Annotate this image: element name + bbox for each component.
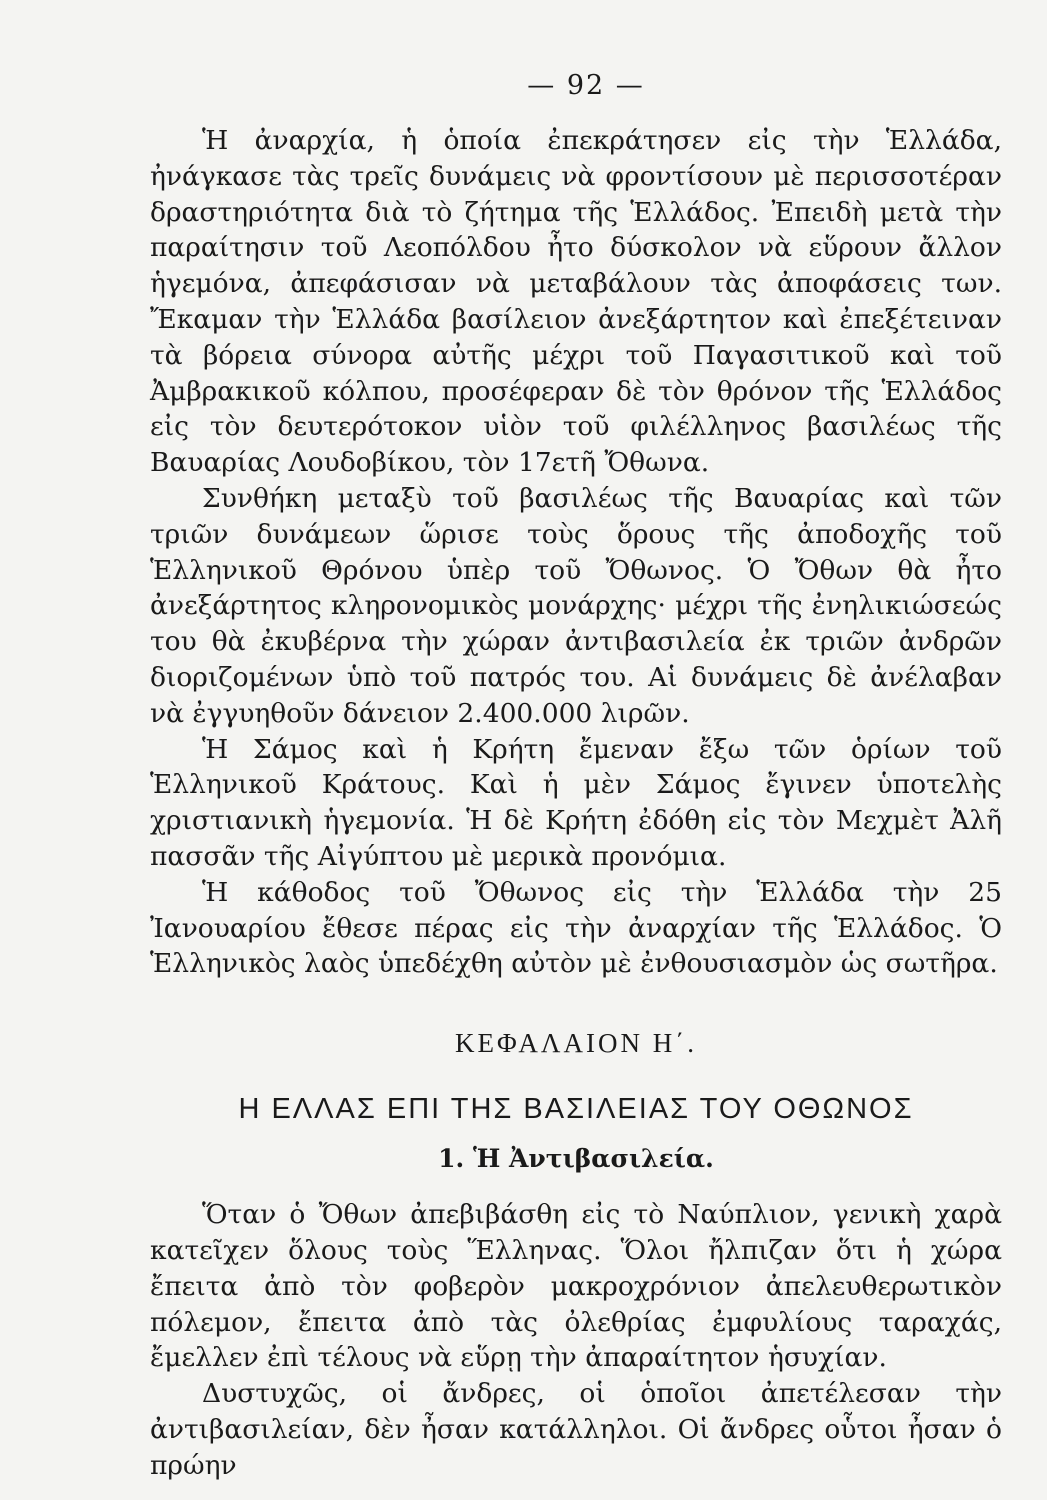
book-page xyxy=(150,70,1002,1481)
paragraph-regency-members: Δυστυχῶς, οἱ ἄνδρες, οἱ ὁποῖοι ἀπετέλεσαν τὴν ἀντιβασιλείαν, δὲν ἦσαν κατάλληλοι. Οἱ ἄνδρες οὗτοι ἦσαν ὁ πρώην xyxy=(150,1378,1002,1481)
paragraph-samos-crete: Ἡ Σάμος καὶ ἡ Κρήτη ἔμεναν ἔξω τῶν ὁρίων τοῦ Ἑλληνικοῦ Κράτους. Καὶ ἡ μὲν Σάμος ἔγινεν ὑποτελὴς χριστιανικὴ ἡγεμονία. Ἡ δὲ Κρήτη ἐδόθη εἰς τὸν Μεχμὲτ Ἀλῆ πασσᾶν τῆς Αἰγύπτου μὲ μερικὰ προνόμια. xyxy=(150,733,1002,872)
paragraph-otto-arrival: Ἡ κάθοδος τοῦ Ὄθωνος εἰς τὴν Ἑλλάδα τὴν 25 Ἰανουαρίου ἔθεσε πέρας εἰς τὴν ἀναρχίαν τῆς Ἑλλάδος. Ὁ Ἑλληνικὸς λαὸς ὑπεδέχθη αὐτὸν μὲ ἐνθουσιασμὸν ὡς σωτῆρα. xyxy=(150,876,1002,980)
paragraph-anarchy: Ἡ ἀναρχία, ἡ ὁποία ἐπεκράτησεν εἰς τὴν Ἑλλάδα, ἠνάγκασε τὰς τρεῖς δυνάμεις νὰ φροντίσουν μὲ περισσοτέραν δραστηριότητα διὰ τὸ ζήτημα τῆς Ἑλλάδος. Ἐπειδὴ μετὰ τὴν παραίτησιν τοῦ Λεοπόλδου ἦτο δύσκολον νὰ εὕρουν ἄλλον ἡγεμόνα, ἀπεφάσισαν νὰ μεταβάλουν τὰς ἀποφάσεις των. Ἔκαμαν τὴν Ἑλλάδα βασίλειον ἀνεξάρτητον καὶ ἐπεξέτειναν τὰ βόρεια σύνορα αὐτῆς μέχρι τοῦ Παγασιτικοῦ καὶ τοῦ Ἀμβρακικοῦ κόλπου, προσέφεραν δὲ τὸν θρόνον τῆς Ἑλλάδος εἰς τὸν δευτερότοκον υἱὸν τοῦ φιλέλληνος βασιλέως τῆς Βαυαρίας Λουδοβίκου, τὸν 17ετῆ Ὄθωνα. xyxy=(150,125,1002,479)
section-heading: 1. Ἡ Ἀντιβασιλεία. xyxy=(438,1144,714,1174)
paragraph-treaty: Συνθήκη μεταξὺ τοῦ βασιλέως τῆς Βαυαρίας καὶ τῶν τριῶν δυνάμεων ὥρισε τοὺς ὅρους τῆς ἀποδοχῆς τοῦ Ἑλληνικοῦ Θρόνου ὑπὲρ τοῦ Ὄθωνος. Ὁ Ὄθων θὰ ἦτο ἀνεξάρτητος κληρονομικὸς μονάρχης· μέχρι τῆς ἐνηλικιώσεώς του θὰ ἐκυβέρνα τὴν χώραν ἀντιβασιλεία ἐκ τριῶν ἀνδρῶν διοριζομένων ὑπὸ τοῦ πατρός του. Αἱ δυνάμεις δὲ ἀνέλαβαν νὰ ἐγγυηθοῦν δάνειον 2.400.000 λιρῶν. xyxy=(150,482,1002,729)
paragraph-regency-hopes: Ὅταν ὁ Ὄθων ἀπεβιβάσθη εἰς τὸ Ναύπλιον, γενικὴ χαρὰ κατεῖχεν ὅλους τοὺς Ἕλληνας. Ὅλοι ἤλπιζαν ὅτι ἡ χώρα ἔπειτα ἀπὸ τὸν φοβερὸν μακροχρόνιον ἀπελευθερωτικὸν πόλεμον, ἔπειτα ἀπὸ τὰς ὀλεθρίας ἐμφυλίους ταραχάς, ἔμελλεν ἐπὶ τέλους νὰ εὕρῃ τὴν ἀπαραίτητον ἡσυχίαν. xyxy=(150,1199,1002,1374)
chapter-title: Η ΕΛΛΑΣ ΕΠΙ ΤΗΣ ΒΑΣΙΛΕΙΑΣ ΤΟΥ ΟΘΩΝΟΣ xyxy=(238,1093,914,1126)
chapter-label: ΚΕΦΑΛΑΙΟΝ Η΄. xyxy=(455,1028,697,1059)
page-number: — 92 — xyxy=(527,70,645,101)
